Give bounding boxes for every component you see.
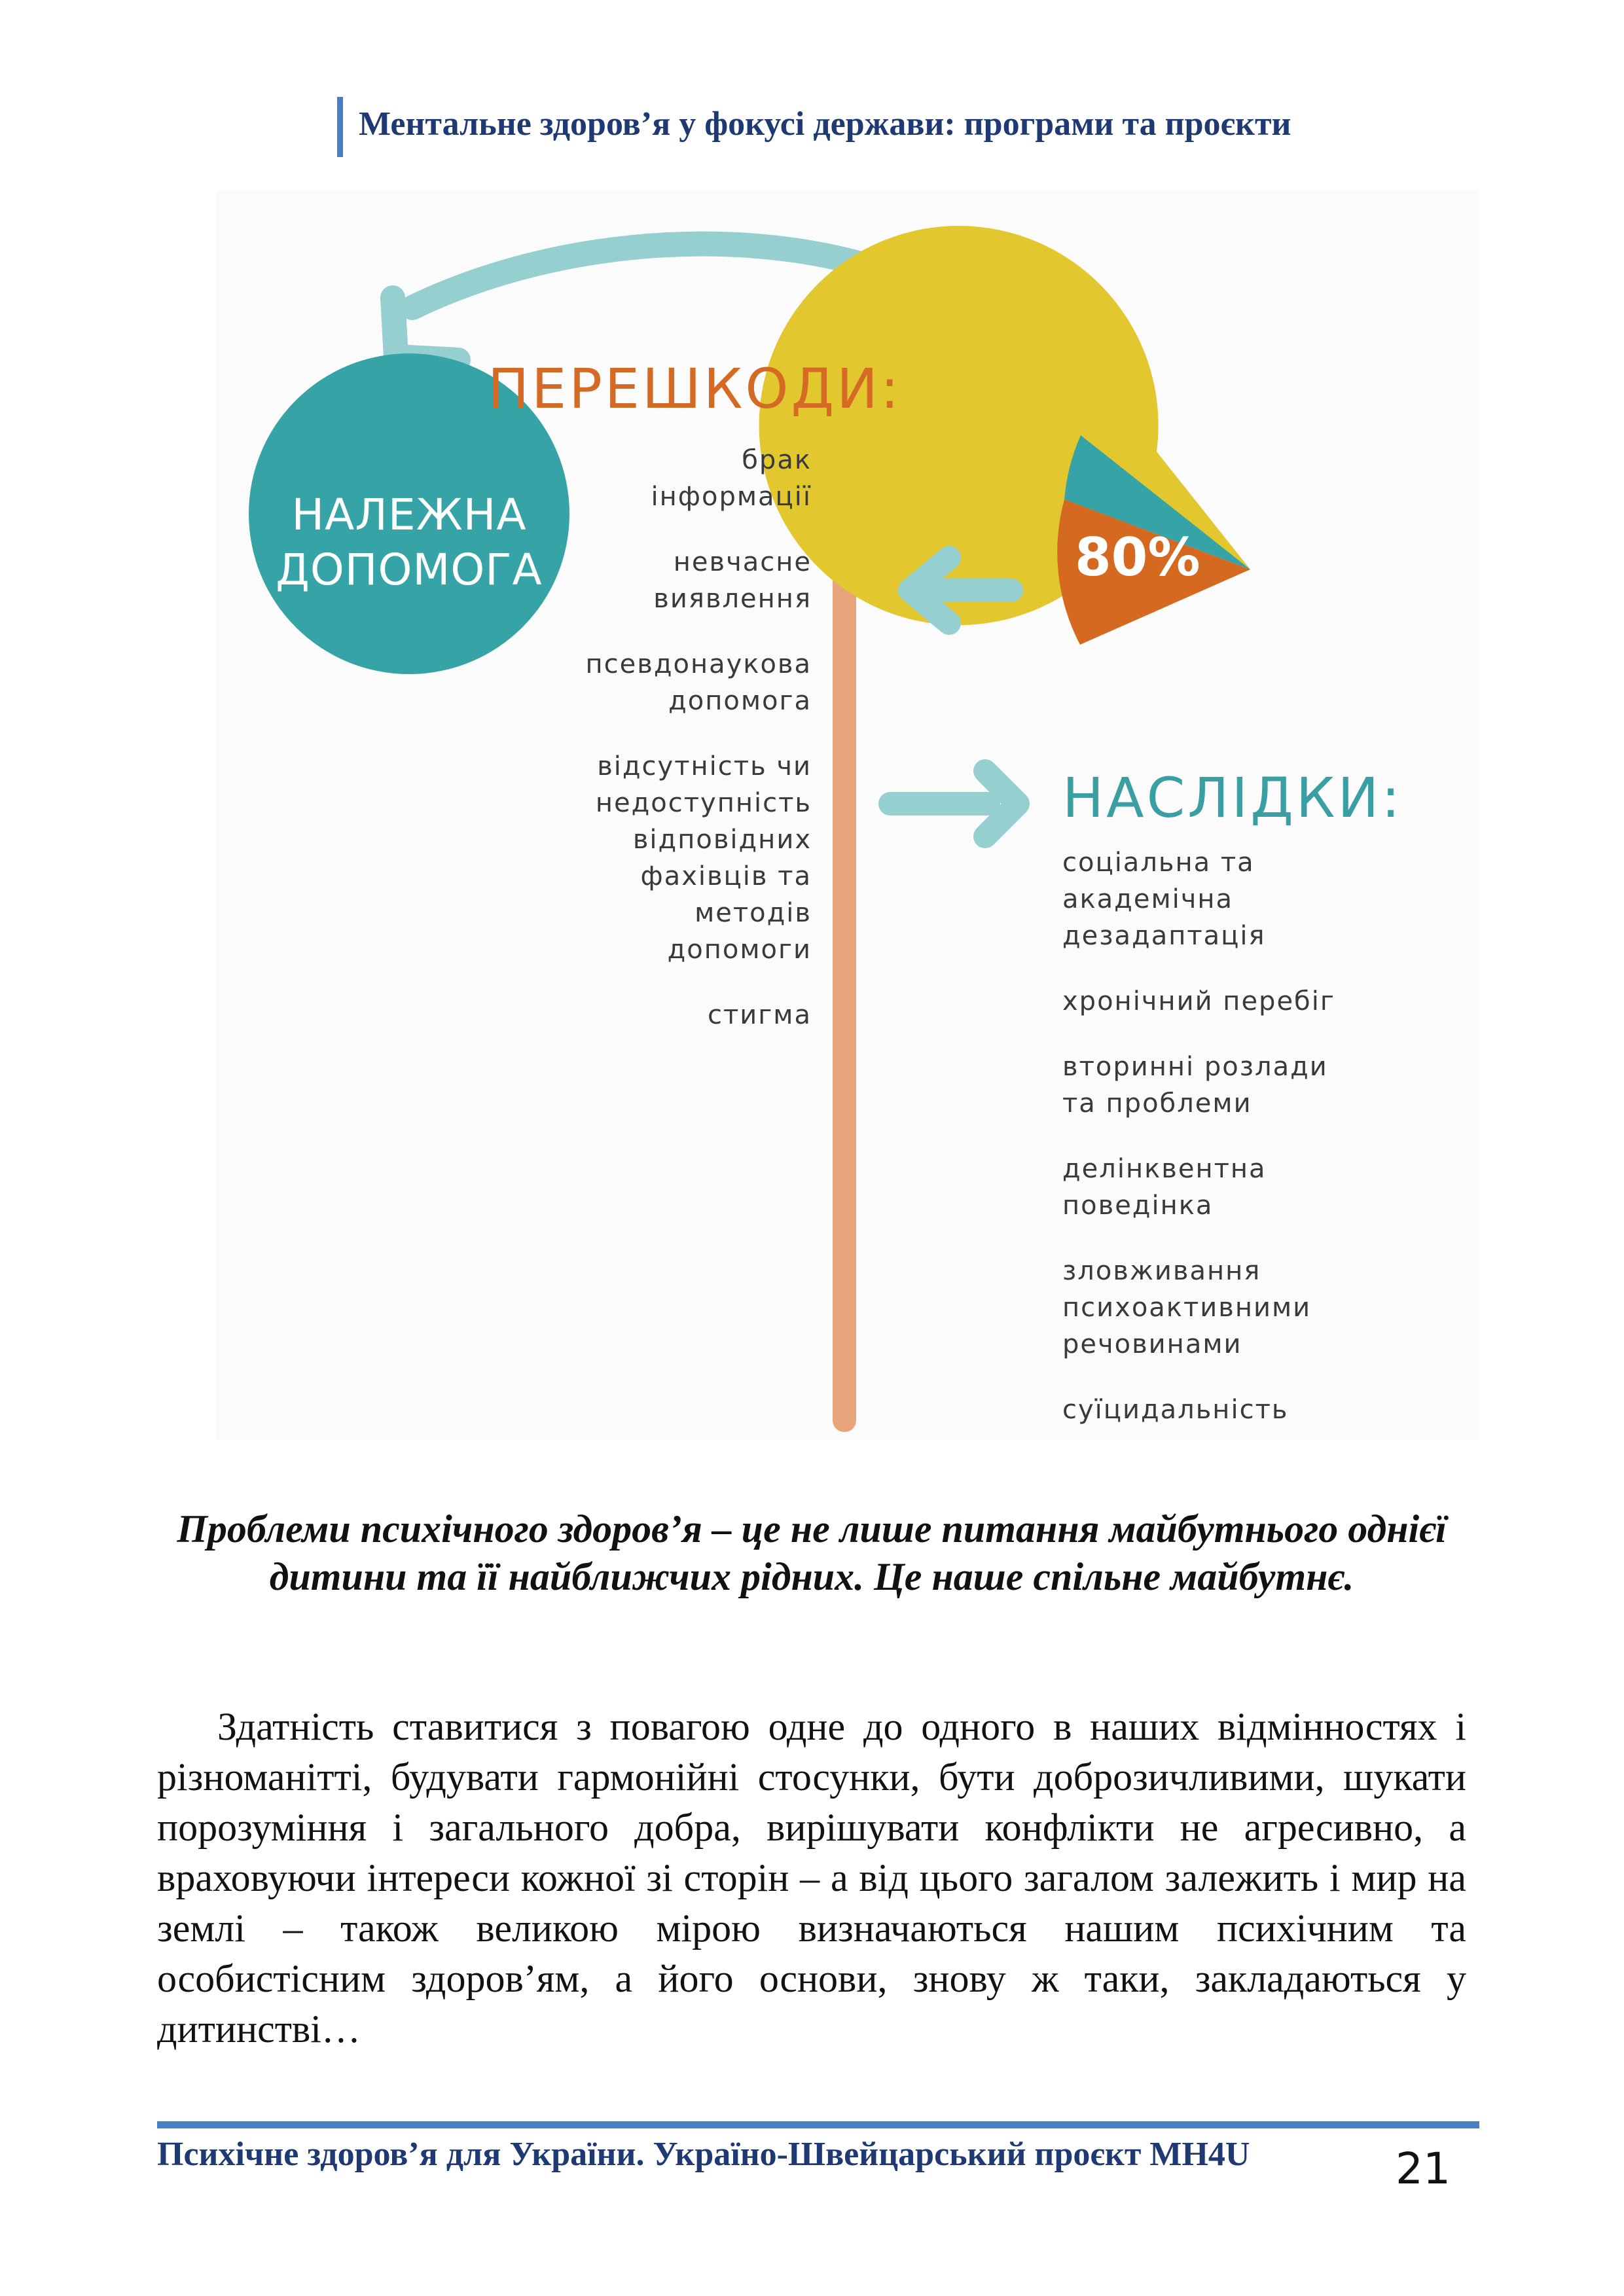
percent-label: 80% [1075, 527, 1200, 588]
obstacle-item: невчасне виявлення [653, 547, 812, 614]
footer-text: Психічне здоров’я для України. Україно-Швейцарський проєкт MH4U [157, 2136, 1250, 2173]
consequences-list [1062, 844, 1335, 1457]
consequence-item: хронічний перебіг [1062, 986, 1335, 1016]
obstacle-item: відсутність чи недоступність відповідних фахівців та методів допомоги [595, 751, 812, 965]
footer-rule [157, 2121, 1479, 2128]
obstacle-item: стигма [708, 1000, 812, 1030]
consequence-item: делінквентна поведінка [1062, 1154, 1267, 1221]
consequence-item: суїцидальність [1062, 1395, 1289, 1425]
page-header-title: Ментальне здоров’я у фокусі держави: програми та проєкти [359, 105, 1291, 143]
consequence-item: соціальна та академічна дезадаптація [1062, 848, 1266, 951]
consequences-title: НАСЛІДКИ: [1062, 766, 1403, 830]
obstacle-item: псевдонаукова допомога [585, 649, 812, 716]
obstacles-list [585, 442, 812, 1062]
infographic [216, 190, 1479, 1440]
obstacle-item: брак інформації [651, 445, 812, 512]
page-number: 21 [1396, 2144, 1451, 2194]
consequence-item: вторинні розлади та проблеми [1062, 1052, 1328, 1119]
help-circle-label: НАЛЕЖНА ДОПОМОГА [276, 490, 543, 595]
highlight-quote: Проблеми психічного здоров’я – це не лише питання майбутнього однієї дитини та її найближчих рідних. Це наше спільне майбутнє. [177, 1507, 1447, 1598]
header-accent-bar [337, 97, 343, 157]
body-paragraph: Здатність ставитися з повагою одне до одного в наших відмінностях і різноманітті, будувати гармонійні стосунки, бути доброзичливими, шукати порозуміння і загального добра, вирішувати конфлікти не агресивно, а враховуючи інтереси кожної зі сторін – а від цього загалом залежить і мир на землі – також великою мірою визначаються нашим психічним та особистісним здоров’ям, а його основи, знову ж таки, закладаються у дитинстві… [157, 1705, 1466, 2051]
obstacles-title: ПЕРЕШКОДИ: [488, 357, 902, 421]
consequence-item: зловживання психоактивними речовинами [1062, 1256, 1312, 1359]
